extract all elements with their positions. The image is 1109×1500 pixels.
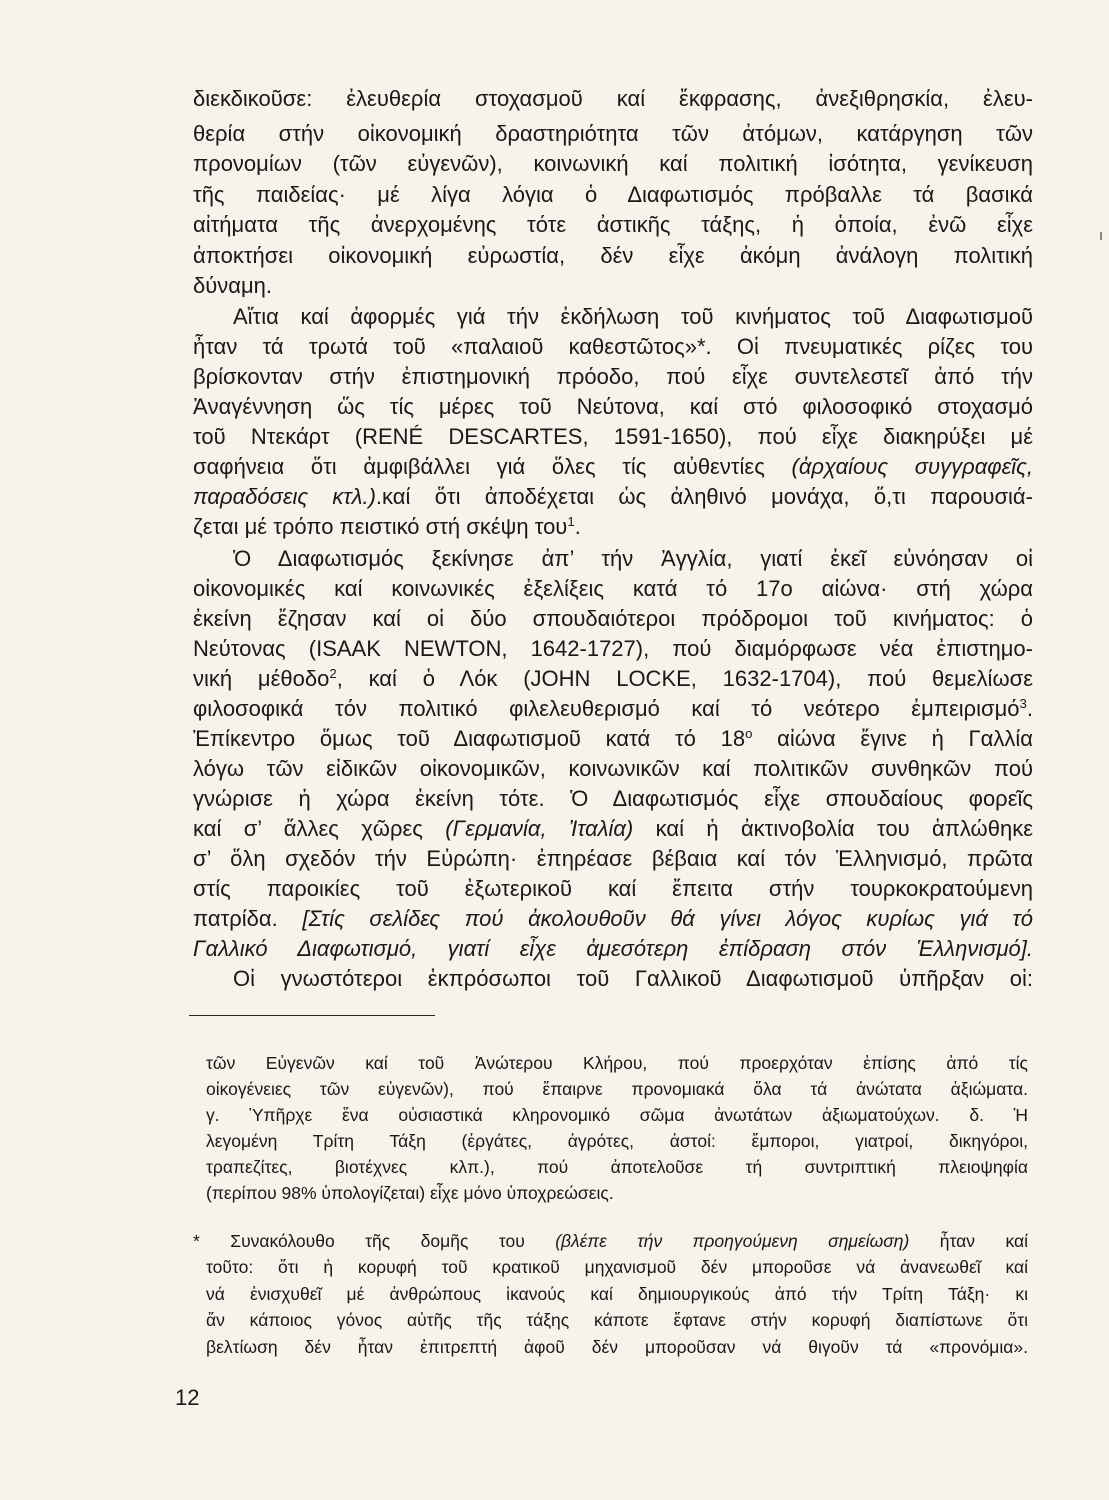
text-span: ἄν κάποιος γόνος αὐτῆς τῆς τάξης κάποτε ἔφτανε στήν κορυφή διαπίστωνε ὅτι — [206, 1310, 1028, 1330]
text-span: γνώρισε ἡ χώρα ἐκείνη τότε. Ὁ Διαφωτισμός εἶχε σπουδαίους φορεῖς — [193, 786, 1033, 811]
text-span: Νεύτονας (ISAAK NEWTON, 1642-1727), πού διαμόρφωσε νέα ἐπιστημο- — [193, 636, 1033, 661]
footnote-line: τραπεζίτες, βιοτέχνες κλπ.), πού ἀποτελοῦσε τή συντριπτική πλειοψηφία — [206, 1157, 1028, 1177]
footnote-ref: 2 — [329, 666, 337, 682]
text-span: Οἱ γνωστότεροι ἐκπρόσωποι τοῦ Γαλλικοῦ Διαφωτισμοῦ ὑπῆρξαν οἱ: — [233, 966, 1033, 991]
text-line — [193, 123, 1033, 145]
text-span: θερία στήν οἰκονομική δραστηριότητα τῶν ἀτόμων, κατάργηση τῶν — [193, 121, 1033, 146]
text-line — [193, 908, 1033, 930]
text-line — [193, 184, 1033, 206]
text-span: προνομίων (τῶν εὐγενῶν), κοινωνική καί πολιτική ἰσότητα, γενίκευση — [193, 151, 1033, 176]
text-span: Ἀναγέννηση ὥς τίς μέρες τοῦ Νεύτονα, καί στό φιλοσοφικό στοχασμό — [193, 394, 1033, 419]
text-span: Ὁ Διαφωτισμός ξεκίνησε ἀπ’ τήν Ἀγγλία, γιατί ἐκεῖ εὐνόησαν οἱ — [233, 546, 1033, 571]
text-line — [193, 788, 1033, 810]
text-span: στίς παροικίες τοῦ ἐξωτερικοῦ καί ἔπειτα στήν τουρκοκρατούμενη — [193, 876, 1033, 901]
text-span: ἀποκτήσει οἰκονομική εὐρωστία, δέν εἶχε ἀκόμη ἀνάλογη πολιτική — [193, 243, 1033, 268]
text-span: αἰτήματα τῆς ἀνερχομένης τότε ἀστικῆς τάξης, ἡ ὁποία, ἐνῶ εἶχε — [193, 212, 1033, 237]
degree-mark: ο — [745, 726, 753, 742]
footnote-line: γ. Ὑπῆρχε ἕνα οὐσιαστικά κληρονομικό σῶμα ἀνωτάτων ἀξιωματούχων. δ. Ἡ — [206, 1105, 1028, 1125]
text-line — [193, 668, 1033, 690]
text-span: , καί ὁ Λόκ (JOHN LOCKE, 1632-1704), πού θεμελίωσε — [336, 666, 1034, 691]
footnote-line: οἰκογένειες τῶν εὐγενῶν), πού ἔπαιρνε προνομιακά ὅλα τά ἀνώτατα ἀξιώματα. — [206, 1079, 1028, 1099]
text-span: ἦταν καί — [909, 1231, 1028, 1251]
text-line — [193, 608, 1033, 630]
text-span: .καί ὅτι ἀποδέχεται ὡς ἀληθινό μονάχα, ὅ,τι παρουσιά- — [375, 484, 1033, 509]
text-span: τῆς παιδείας· μέ λίγα λόγια ὁ Διαφωτισμός πρόβαλλε τά βασικά — [193, 182, 1033, 207]
text-span: . — [1026, 696, 1033, 721]
text-span: σαφήνεια ὅτι ἀμφιβάλλει γιά ὅλες τίς αὐθεντίες — [193, 454, 792, 479]
text-span: τοῦ Ντεκάρτ (RENÉ DESCARTES, 1591-1650), πού εἶχε διακηρύξει μέ — [193, 424, 1033, 449]
text-line — [193, 578, 1033, 600]
footnote-ref: 3 — [1019, 696, 1027, 712]
text-span: Αἴτια καί ἀφορμές γιά τήν ἐκδήλωση τοῦ κινήματος τοῦ Διαφωτισμοῦ — [233, 304, 1033, 329]
text-span: ζεται μέ τρόπο πειστικό στή σκέψη του — [193, 514, 568, 539]
text-line — [233, 306, 1033, 328]
text-line — [193, 878, 1033, 900]
text-span: λόγω τῶν εἰδικῶν οἰκονομικῶν, κοινωνικῶν καί πολιτικῶν συνθηκῶν πού — [193, 756, 1033, 781]
text-span: καί σ’ ἄλλες χῶρες — [193, 816, 446, 841]
text-line — [193, 336, 1033, 358]
text-line — [193, 396, 1033, 418]
text-line — [193, 88, 1033, 110]
text-span: ἦταν τά τρωτά τοῦ «παλαιοῦ καθεστῶτος»*. Οἱ πνευματικές ρίζες του — [193, 334, 1033, 359]
footnote-line: λεγομένη Τρίτη Τάξη (ἐργάτες, ἀγρότες, ἀστοί: ἔμποροι, γιατροί, δικηγόροι, — [206, 1131, 1028, 1151]
text-span: * Συνακόλουθο τῆς δομῆς του — [193, 1231, 556, 1251]
text-line — [233, 968, 1033, 990]
italic-span: [Στίς σελίδες πού ἀκολουθοῦν θά γίνει λόγος κυρίως γιά τό — [302, 906, 1033, 931]
text-span: καί ἡ ἀκτινοβολία του ἁπλώθηκε — [633, 816, 1033, 841]
text-span: πατρίδα. — [193, 906, 303, 931]
text-span: . — [574, 514, 581, 539]
footnote-line — [193, 1233, 1028, 1251]
italic-span: (βλέπε τήν προηγούμενη σημείωση) — [555, 1231, 910, 1251]
text-span: ἐκείνη ἔζησαν καί οἱ δύο σπουδαιότεροι πρόδρομοι τοῦ κινήματος: ὁ — [193, 606, 1033, 631]
footnote-line — [206, 1286, 1028, 1304]
text-span: βελτίωση δέν ἦταν ἐπιτρεπτή ἀφοῦ δέν μποροῦσαν νά θιγοῦν τά «προνόμια». — [206, 1337, 1028, 1357]
text-line — [193, 366, 1033, 388]
text-line — [193, 728, 1033, 750]
text-span: Ἐπίκεντρο ὅμως τοῦ Διαφωτισμοῦ κατά τό 18 — [193, 726, 746, 751]
text-line — [193, 486, 1033, 508]
text-span: νική μέθοδο — [193, 666, 330, 691]
italic-span: παραδόσεις κτλ.) — [193, 484, 376, 509]
italic-span: (Γερμανία, Ἰταλία) — [445, 816, 634, 841]
text-line — [193, 153, 1033, 175]
text-span: νά ἐνισχυθεῖ μέ ἀνθρώπους ἱκανούς καί δημιουργικούς ἀπό τήν Τρίτη Τάξη· κι — [206, 1284, 1028, 1304]
footnote-separator — [189, 1015, 435, 1016]
text-line — [193, 245, 1033, 267]
text-line — [193, 938, 1033, 960]
footnote-line — [206, 1312, 1028, 1330]
text-span: διεκδικοῦσε: ἐλευθερία στοχασμοῦ καί ἔκφρασης, ἀνεξιθρησκία, ἐλευ- — [193, 86, 1033, 111]
page-number: 12 — [175, 1385, 200, 1410]
scan-speck — [1100, 232, 1102, 240]
text-line — [193, 818, 1033, 840]
text-span: σ’ ὅλη σχεδόν τήν Εὐρώπη· ἐπηρέασε βέβαια καί τόν Ἑλληνισμό, πρῶτα — [193, 846, 1033, 871]
text-line — [193, 456, 1033, 478]
text-line — [233, 548, 1033, 570]
footnote-line — [206, 1339, 1028, 1357]
text-span: φιλοσοφικά τόν πολιτικό φιλελευθερισμό καί τό νεότερο ἐμπειρισμό — [193, 696, 1020, 721]
italic-span: (ἀρχαίους συγγραφεῖς, — [791, 454, 1033, 479]
text-line — [193, 214, 1033, 236]
footnote-line: (περίπου 98% ὑπολογίζεται) εἶχε μόνο ὑποχρεώσεις. — [206, 1183, 614, 1203]
italic-span: Γαλλικό Διαφωτισμό, γιατί εἶχε ἀμεσότερη ἐπίδραση στόν Ἑλληνισμό]. — [193, 936, 1033, 961]
text-line — [193, 516, 1033, 538]
text-span: τοῦτο: ὅτι ἡ κορυφή τοῦ κρατικοῦ μηχανισμοῦ δέν μποροῦσε νά ἀνανεωθεῖ καί — [206, 1257, 1028, 1277]
text-span: οἰκονομικές καί κοινωνικές ἐξελίξεις κατά τό 17ο αἰώνα· στή χώρα — [193, 576, 1033, 601]
text-line — [193, 638, 1033, 660]
text-span: δύναμη. — [193, 273, 273, 298]
text-span: βρίσκονταν στήν ἐπιστημονική πρόοδο, πού εἶχε συντελεστεῖ ἀπό τήν — [193, 364, 1033, 389]
footnote-line — [206, 1259, 1028, 1277]
footnote-ref: 1 — [567, 514, 575, 530]
footnote-line: τῶν Εὐγενῶν καί τοῦ Ἀνώτερου Κλήρου, πού προερχόταν ἐπίσης ἀπό τίς — [206, 1053, 1028, 1073]
text-line — [193, 275, 1033, 297]
text-line — [193, 426, 1033, 448]
text-line — [193, 848, 1033, 870]
text-line — [193, 698, 1033, 720]
text-span: αἰώνα ἔγινε ἡ Γαλλία — [752, 726, 1033, 751]
text-line — [193, 758, 1033, 780]
